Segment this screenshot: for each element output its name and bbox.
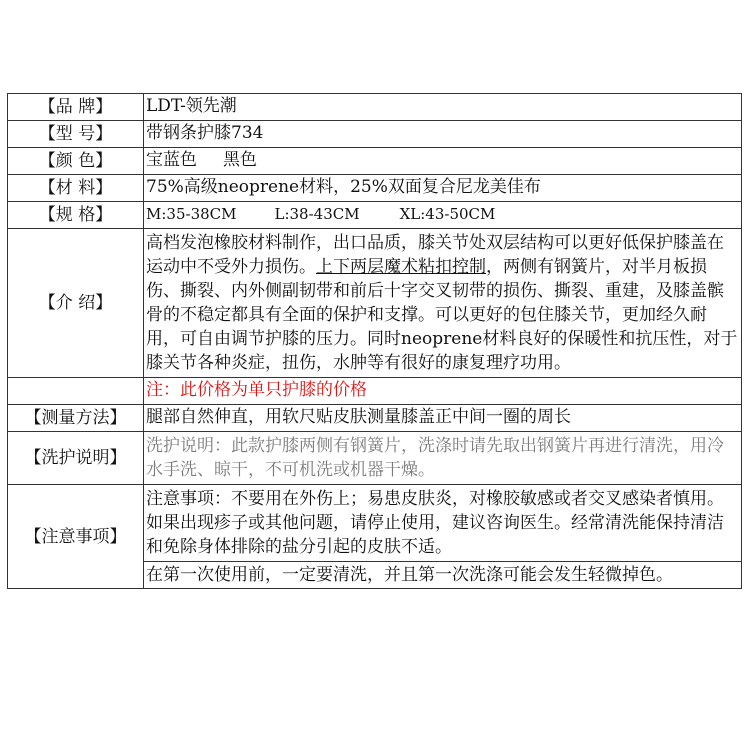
row-measure [8, 405, 742, 432]
intro-text-1: 高档发泡橡胶材料制作，出口品质，膝关节处双层结构可以更好低保护膝盖在运动中不受外力损伤。 [146, 233, 724, 277]
color-option-blue: 宝蓝色 [146, 150, 197, 170]
value-model: 带钢条护膝734 [144, 121, 742, 148]
row-size [8, 202, 742, 229]
price-note: 注：此价格为单只护膝的价格 [144, 378, 742, 405]
value-measure: 腿部自然伸直，用软尺贴皮肤测量膝盖正中间一圈的周长 [144, 405, 742, 432]
label-caution: 【注意事项】 [8, 485, 144, 589]
row-note [8, 378, 742, 405]
value-brand: LDT-领先潮 [144, 94, 742, 121]
value-caution-1: 注意事项：不要用在外伤上；易患皮肤炎，对橡胶敏感或者交叉感染者慎用。如果出现疹子或其他问题，请停止使用，建议咨询医生。经常清洗能保持清洁和免除身体排除的盐分引起的皮肤不适。 [144, 485, 742, 562]
color-option-black: 黑色 [223, 150, 257, 170]
intro-text-2: ，两侧有钢簧片，对半月板损伤、撕裂、内外侧副韧带和前后十字交叉韧带的损伤、撕裂、重建，及膝盖髌骨的不稳定都具有全面的保护和支撑。可以更好的包住膝关节，更加经久耐用，可自由调节护膝的压力。同时neoprene材料良好的保暖性和抗压性，对于膝关节各种炎症，扭伤，水肿等有很好的康复理疗功用。 [146, 257, 738, 373]
label-intro: 【介 绍】 [8, 229, 144, 378]
product-spec-table [7, 93, 742, 589]
label-note-empty [8, 378, 144, 405]
intro-text-underlined: 上下两层魔术粘扣控制 [316, 257, 486, 277]
size-xl: XL:43-50CM [399, 205, 496, 223]
label-material: 【材 料】 [8, 175, 144, 202]
size-l: L:38-43CM [274, 205, 360, 223]
value-intro [144, 229, 742, 378]
row-brand [8, 94, 742, 121]
value-caution-2: 在第一次使用前，一定要清洗，并且第一次洗涤可能会发生轻微掉色。 [144, 562, 742, 589]
label-size: 【规 格】 [8, 202, 144, 229]
row-caution-1 [8, 485, 742, 562]
label-wash: 【洗护说明】 [8, 432, 144, 485]
value-wash: 洗护说明：此款护膝两侧有钢簧片，洗涤时请先取出钢簧片再进行清洗，用冷水手洗、晾干，不可机洗或机器干燥。 [144, 432, 742, 485]
value-size [144, 202, 742, 229]
value-material: 75%高级neoprene材料，25%双面复合尼龙美佳布 [144, 175, 742, 202]
row-material [8, 175, 742, 202]
row-color [8, 148, 742, 175]
label-color: 【颜 色】 [8, 148, 144, 175]
label-brand: 【品 牌】 [8, 94, 144, 121]
value-color [144, 148, 742, 175]
row-model [8, 121, 742, 148]
label-model: 【型 号】 [8, 121, 144, 148]
label-measure: 【测量方法】 [8, 405, 144, 432]
row-wash [8, 432, 742, 485]
size-m: M:35-38CM [146, 205, 237, 223]
row-intro [8, 229, 742, 378]
